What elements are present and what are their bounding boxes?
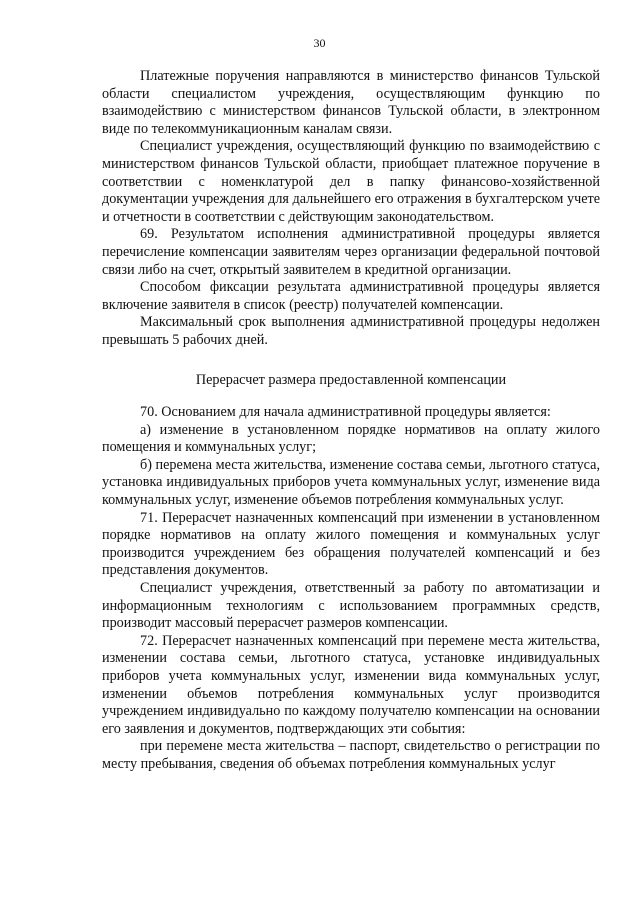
paragraph: при перемене места жительства – паспорт, свидетельство о регистрации по месту пребывания, сведения об объемах потребления коммунальных услуг bbox=[102, 738, 600, 772]
section-heading: Перерасчет размера предоставленной компенсации bbox=[195, 371, 507, 388]
paragraph: б) перемена места жительства, изменение состава семьи, льготного статуса, установка индивидуальных приборов учета коммунальных услуг, изменение вида коммунальных услуг, изменение объемов потребления коммунальных услуг. bbox=[102, 456, 600, 509]
paragraph: Специалист учреждения, ответственный за работу по автоматизации и информационным технологиям с использованием программных средств, производит массовый перерасчет размеров компенсации. bbox=[102, 580, 600, 632]
paragraph: Максимальный срок выполнения административной процедуры недолжен превышать 5 рабочих дней. bbox=[102, 314, 600, 348]
paragraph: 70. Основанием для начала административной процедуры является: bbox=[140, 404, 551, 421]
paragraph: 71. Перерасчет назначенных компенсаций при изменении в установленном порядке нормативов на оплату жилого помещения и коммунальных услуг производится учреждением без обращения получателей компенсаций и без представления документов. bbox=[102, 509, 600, 579]
page-number: 30 bbox=[313, 36, 326, 50]
paragraph: Способом фиксации результата административной процедуры является включение заявителя в список (реестр) получателей компенсации. bbox=[102, 279, 600, 313]
paragraph: Специалист учреждения, осуществляющий функцию по взаимодействию с министерством финансов Тульской области, приобщает платежное поручение в соответствии с номенклатурой дел в папку финансово-хозяйственной документации учреждения для дальнейшего его отражения в бухгалтерском учете и отчетности в соответствии с действующим законодательством. bbox=[102, 138, 600, 225]
paragraph: 72. Перерасчет назначенных компенсаций при перемене места жительства, изменении состава семьи, льготного статуса, установке индивидуальных приборов учета коммунальных услуг, изменении вида коммунальных услуг, изменении объемов потребления коммунальных услуг производится учреждением индивидуально по каждому получателю компенсации на основании его заявления и документов, подтверждающих эти события: bbox=[102, 632, 600, 737]
document-body bbox=[102, 68, 600, 774]
paragraph: 69. Результатом исполнения административной процедуры является перечисление компенсации заявителям через организации федеральной почтовой связи либо на счет, открытый заявителем в кредитной организации. bbox=[102, 226, 600, 278]
paragraph: Платежные поручения направляются в министерство финансов Тульской области специалистом учреждения, осуществляющим функцию по взаимодействию с министерством финансов Тульской области, в электронном виде по телекоммуникационным каналам связи. bbox=[102, 68, 600, 137]
paragraph: а) изменение в установленном порядке нормативов на оплату жилого помещения и коммунальных услуг; bbox=[102, 421, 600, 456]
